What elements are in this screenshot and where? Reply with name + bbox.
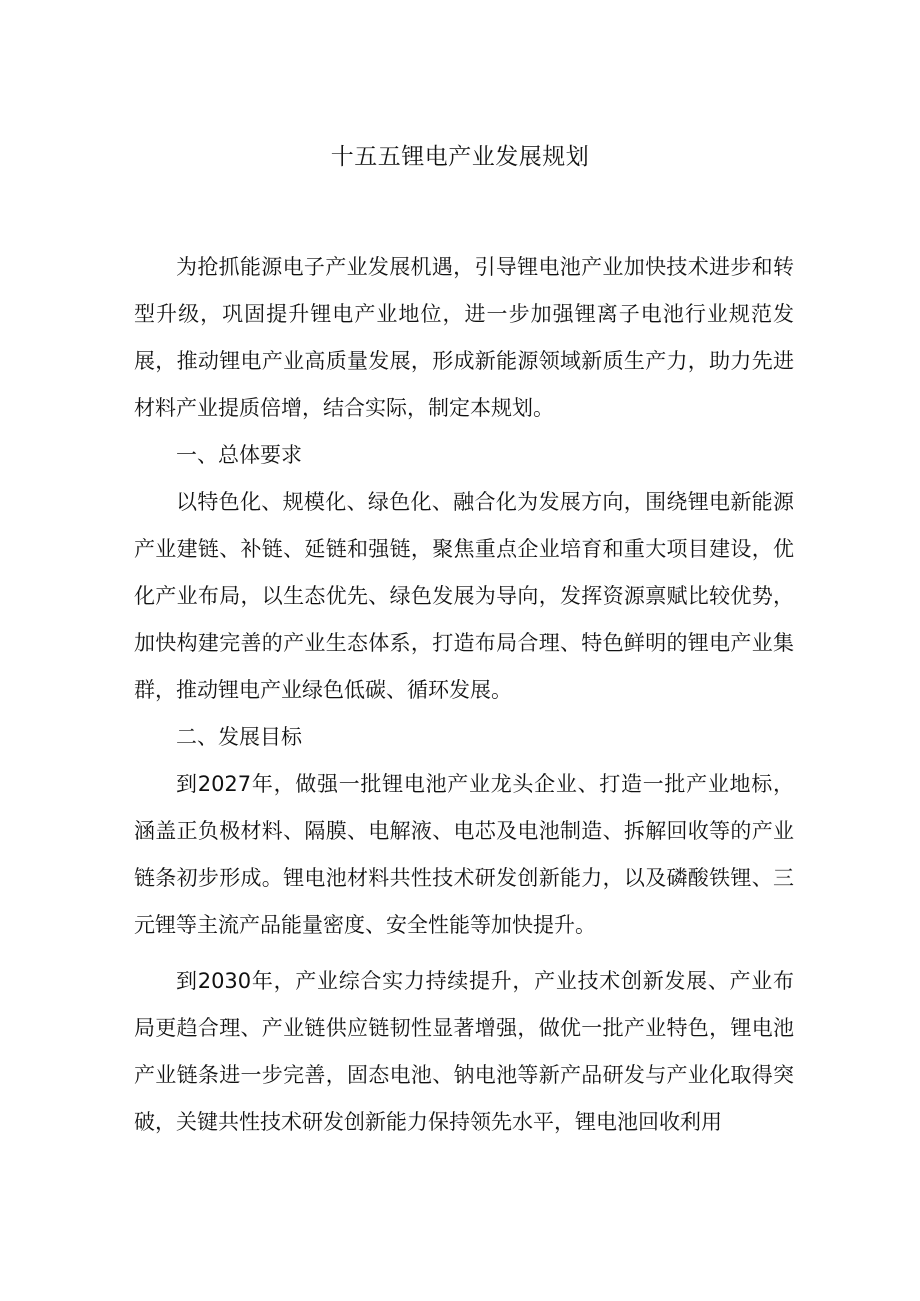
document-body (134, 244, 794, 1146)
goal-2030-paragraph: 到2030年，产业综合实力持续提升，产业技术创新发展、产业布局更趋合理、产业链供应链韧性显著增强，做优一批产业特色，锂电池产业链条进一步完善，固态电池、钠电池等新产品研发与产业化取得突破，关键共性技术研发创新能力保持领先水平，锂电池回收利用 (134, 969, 794, 1134)
section-heading-general-requirements: 一、总体要求 (176, 443, 302, 467)
document-title: 十五五锂电产业发展规划 (330, 144, 590, 170)
section-heading-development-goals: 二、发展目标 (176, 725, 302, 749)
general-requirements-paragraph: 以特色化、规模化、绿色化、融合化为发展方向，围绕锂电新能源产业建链、补链、延链和强链，聚焦重点企业培育和重大项目建设，优化产业布局，以生态优先、绿色发展为导向，发挥资源禀赋比较优势，加快构建完善的产业生态体系，打造布局合理、特色鲜明的锂电产业集群，推动锂电产业绿色低碳、循环发展。 (134, 490, 794, 702)
goal-2027-paragraph: 到2027年，做强一批锂电池产业龙头企业、打造一批产业地标，涵盖正负极材料、隔膜、电解液、电芯及电池制造、拆解回收等的产业链条初步形成。锂电池材料共性技术研发创新能力，以及磷酸铁锂、三元锂等主流产品能量密度、安全性能等加快提升。 (134, 772, 794, 937)
intro-paragraph: 为抢抓能源电子产业发展机遇，引导锂电池产业加快技术进步和转型升级，巩固提升锂电产业地位，进一步加强锂离子电池行业规范发展，推动锂电产业高质量发展，形成新能源领域新质生产力，助力先进材料产业提质倍增，结合实际，制定本规划。 (134, 255, 794, 420)
